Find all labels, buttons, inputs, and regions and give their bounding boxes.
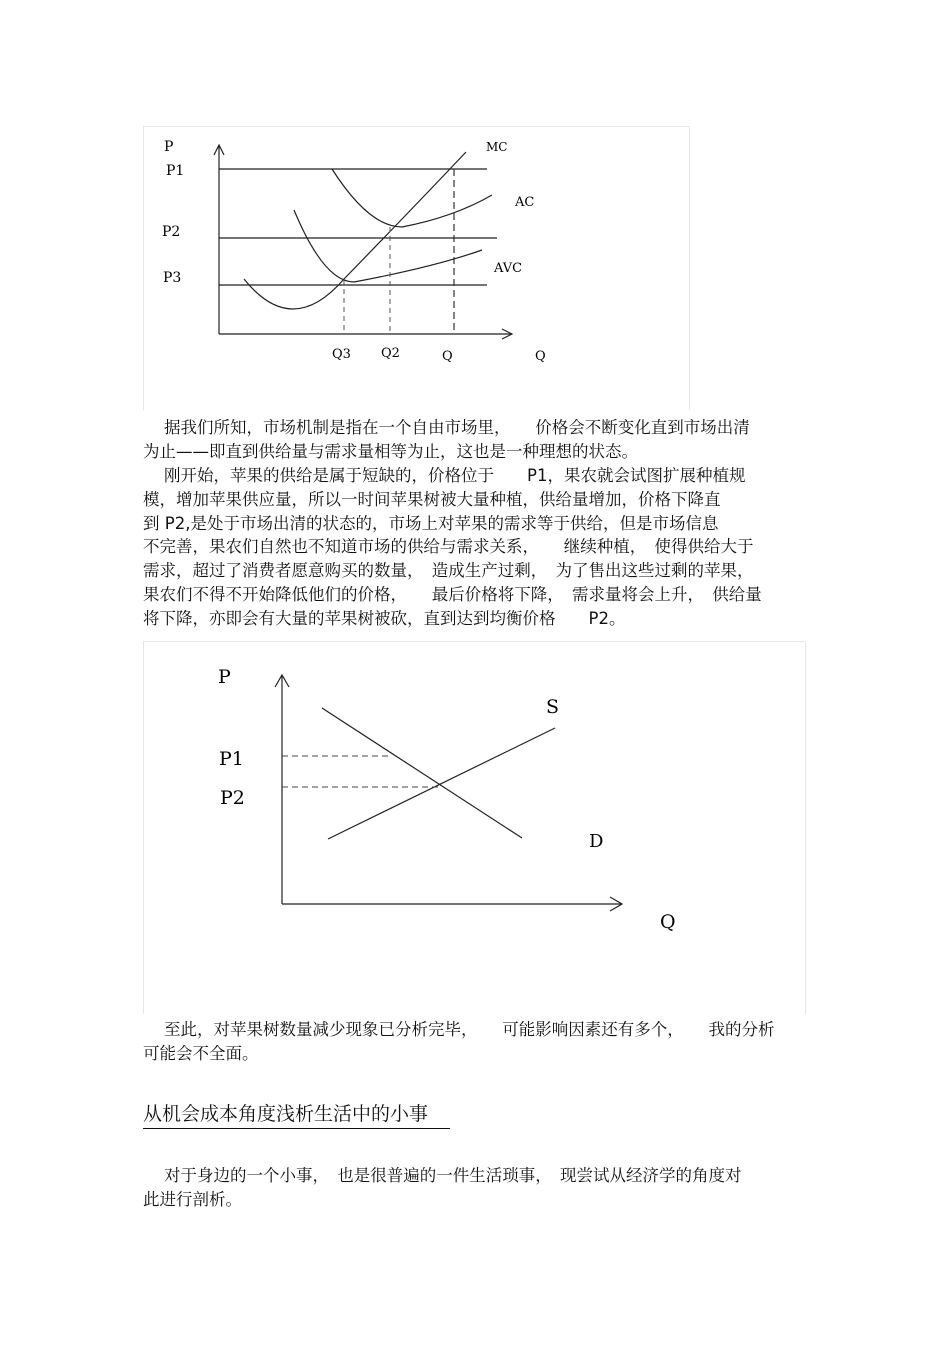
- supply-label: S: [546, 696, 560, 718]
- paragraph-line: 刚开始，苹果的供给是属于短缺的，价格位于 P1，果农就会试图扩展种植规: [164, 466, 746, 485]
- p1-label: P1: [219, 748, 244, 770]
- avc-label: AVC: [494, 261, 523, 276]
- x-axis-label: Q: [535, 349, 546, 364]
- mc-label: MC: [486, 140, 508, 154]
- supply-demand-diagram: [144, 642, 805, 1014]
- p2-label: P2: [162, 224, 181, 240]
- cost-curves-figure: [143, 126, 690, 410]
- demand-curve: [322, 708, 522, 838]
- y-axis-label: P: [164, 139, 174, 155]
- q2-label: Q2: [381, 346, 400, 361]
- paragraph-line: 据我们所知，市场机制是指在一个自由市场里， 价格会不断变化直到市场出清: [164, 418, 750, 437]
- paragraph-market-mechanism: [143, 416, 813, 464]
- cost-curves-diagram: [144, 127, 689, 410]
- paragraph-conclusion: [143, 1018, 813, 1066]
- paragraph-line: 需求，超过了消费者愿意购买的数量， 造成生产过剩， 为了售出这些过剩的苹果，: [143, 561, 754, 581]
- supply-curve: [328, 728, 555, 839]
- y-axis-label: P: [218, 666, 231, 688]
- paragraph-line: 到 P2,是处于市场出清的状态的，市场上对苹果的需求等于供给，但是市场信息: [143, 513, 719, 533]
- paragraph-apple-supply: [143, 464, 813, 631]
- paragraph-line: 将下降，亦即会有大量的苹果树被砍，直到达到均衡价格 P2。: [143, 608, 626, 628]
- p3-label: P3: [163, 270, 182, 286]
- paragraph-opportunity-cost-intro: [143, 1164, 813, 1212]
- x-axis-label: Q: [660, 911, 676, 933]
- paragraph-line: 此进行剖析。: [143, 1189, 242, 1209]
- q3-label: Q3: [332, 347, 351, 362]
- paragraph-line: 可能会不全面。: [143, 1043, 259, 1063]
- section-heading-text: 从机会成本角度浅析生活中的小事: [143, 1101, 450, 1129]
- paragraph-line: 不完善，果农们自然也不知道市场的供给与需求关系， 继续种植， 使得供给大于: [143, 537, 754, 557]
- paragraph-line: 果农们不得不开始降低他们的价格， 最后价格将下降， 需求量将会上升， 供给量: [143, 584, 762, 604]
- supply-demand-figure: [143, 641, 806, 1014]
- ac-curve: [332, 169, 492, 227]
- paragraph-line: 模，增加苹果供应量，所以一时间苹果树被大量种植，供给量增加，价格下降直: [143, 489, 721, 509]
- p2-label: P2: [220, 787, 245, 809]
- paragraph-line: 至此，对苹果树数量减少现象已分析完毕， 可能影响因素还有多个， 我的分析: [164, 1020, 775, 1039]
- section-heading: [143, 1101, 450, 1129]
- ac-label: AC: [515, 195, 535, 210]
- demand-label: D: [589, 831, 604, 852]
- paragraph-line: 为止——即直到供给量与需求量相等为止，这也是一种理想的状态。: [143, 441, 638, 461]
- paragraph-line: 对于身边的一个小事， 也是很普遍的一件生活琐事， 现尝试从经济学的角度对: [164, 1166, 742, 1185]
- p1-label: P1: [166, 163, 185, 179]
- q-label: Q: [442, 349, 453, 364]
